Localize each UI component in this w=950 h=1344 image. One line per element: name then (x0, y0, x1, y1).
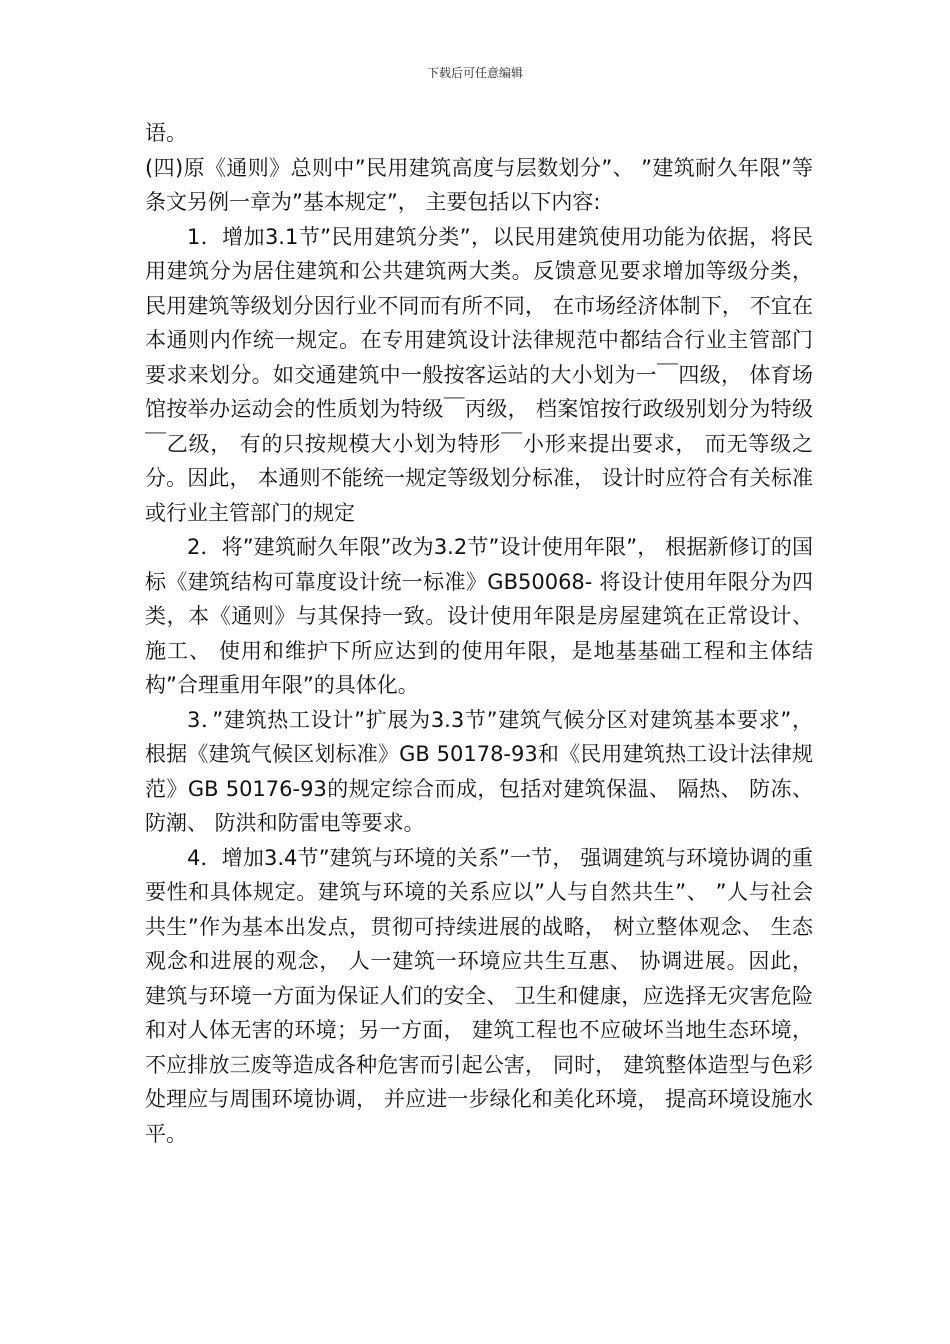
paragraph-item-2: 2．将”建筑耐久年限”改为3.2节”设计使用年限”， 根据新修订的国标《建筑结构可靠度设计统一标准》GB50068- 将设计使用年限分为四类，本《通则》与其保持一致。设计使用年限是房屋建筑在正常设计、 施工、 使用和维护下所应达到的使用年限，是地基基础工程和主体结构”合理重用年限”的具体化。 (145, 535, 813, 697)
paragraph-section-four: (四)原《通则》总则中”民用建筑高度与层数划分”、 ”建筑耐久年限”等条文另例一章为”基本规定”， 主要包括以下内容: (145, 155, 813, 214)
paragraph-item-3: 3．”建筑热工设计”扩展为3.3节”建筑气候分区对建筑基本要求”， 根据《建筑气候区划标准》GB 50178-93和《民用建筑热工设计法律规范》GB 50176-93的规定综合而成，包括对建筑保温、 隔热、 防冻、 防潮、 防洪和防雷电等要求。 (145, 707, 813, 835)
paragraph-continuation: 语。 (145, 121, 187, 145)
page-header: 下载后可任意编辑 (426, 66, 523, 80)
document-body (145, 116, 813, 1151)
paragraph-item-4: 4．增加3.4节”建筑与环境的关系”一节， 强调建筑与环境协调的重要性和具体规定。建筑与环境的关系应以”人与自然共生”、 ”人与社会共生”作为基本出发点，贯彻可持续进展的战略， 树立整体观念、 生态观念和进展的观念， 人一建筑一环境应共生互惠、 协调进展。因此， 建筑与环境一方面为保证人们的安全、 卫生和健康，应选择无灾害危险和对人体无害的环境；另一方面， 建筑工程也不应破坏当地生态环境， 不应排放三废等造成各种危害而引起公害， 同时， 建筑整体造型与色彩处理应与周围环境协调， 并应进一步绿化和美化环境， 提高环境设施水平。 (145, 845, 813, 1146)
paragraph-item-1: 1．增加3.1节”民用建筑分类”，以民用建筑使用功能为依据，将民用建筑分为居住建筑和公共建筑两大类。反馈意见要求增加等级分类，民用建筑等级划分因行业不同而有所不同， 在市场经济体制下， 不宜在本通则内作统一规定。在专用建筑设计法律规范中都结合行业主管部门要求来划分。如交通建筑中一般按客运站的大小划为一￣四级， 体育场馆按举办运动会的性质划为特级￣丙级， 档案馆按行政级别划分为特级￣乙级， 有的只按规模大小划为特形￣小形来提出要求， 而无等级之分。因此， 本通则不能统一规定等级划分标准， 设计时应符合有关标准或行业主管部门的规定 (145, 224, 813, 525)
